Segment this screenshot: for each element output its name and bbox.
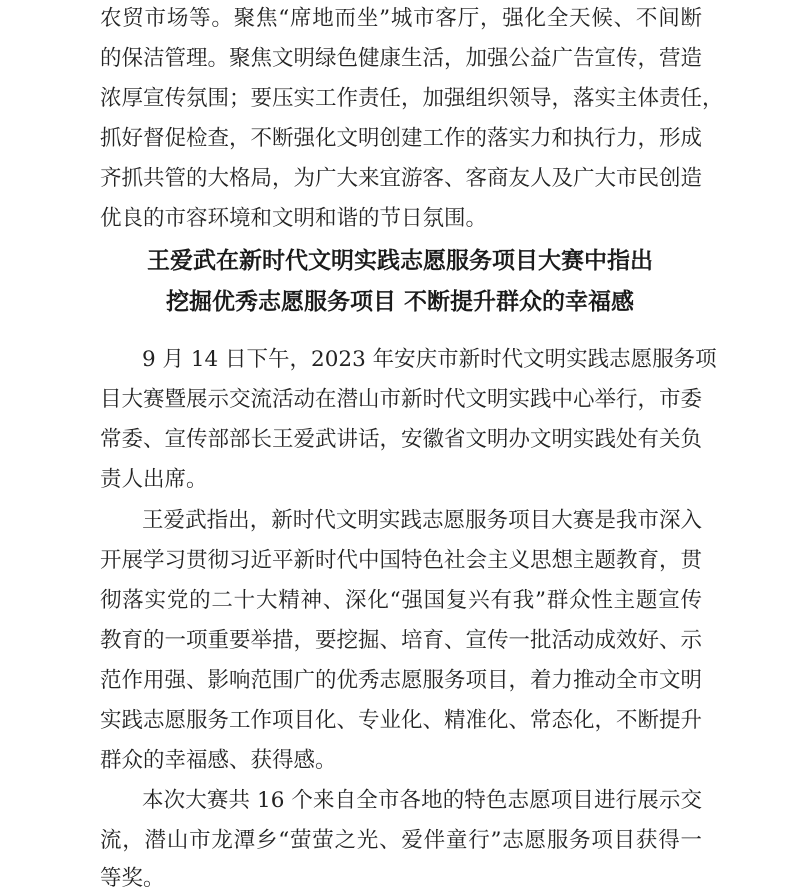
paragraph-1-line-4: 责人出席。	[100, 467, 208, 492]
paragraph-2-line-3: 彻落实党的二十大精神、深化“强国复兴有我”群众性主题宣传	[100, 588, 702, 613]
article-title-line-1: 王爱武在新时代文明实践志愿服务项目大赛中指出	[147, 248, 653, 274]
paragraph-1-line-3: 常委、宣传部部长王爱武讲话，安徽省文明办文明实践处有关负	[100, 427, 703, 452]
paragraph-2-line-7: 群众的幸福感、获得感。	[100, 748, 337, 773]
paragraph-3-line-3: 等奖。	[100, 866, 165, 891]
paragraph-2-line-2: 开展学习贯彻习近平新时代中国特色社会主义思想主题教育，贯	[100, 548, 703, 573]
intro-line-6: 优良的市容环境和文明和谐的节日氛围。	[100, 206, 488, 231]
intro-line-3: 浓厚宣传氛围；要压实工作责任，加强组织领导，落实主体责任，	[100, 86, 724, 111]
paragraph-1-line-1: 9 月 14 日下午，2023 年安庆市新时代文明实践志愿服务项	[142, 347, 717, 372]
intro-line-2: 的保洁管理。聚焦文明绿色健康生活，加强公益广告宣传，营造	[100, 46, 703, 71]
intro-line-5: 齐抓共管的大格局，为广大来宜游客、客商友人及广大市民创造	[100, 166, 703, 191]
paragraph-3-line-1: 本次大赛共 16 个来自全市各地的特色志愿项目进行展示交	[142, 788, 702, 813]
intro-line-1: 农贸市场等。聚焦“席地而坐”城市客厅，强化全天候、不间断	[100, 6, 702, 31]
paragraph-3-line-2: 流，潜山市龙潭乡“萤萤之光、爱伴童行”志愿服务项目获得一	[100, 828, 702, 853]
paragraph-2-line-4: 教育的一项重要举措，要挖掘、培育、宣传一批活动成效好、示	[100, 628, 703, 653]
intro-line-4: 抓好督促检查，不断强化文明创建工作的落实力和执行力，形成	[100, 126, 703, 151]
paragraph-2-line-1: 王爱武指出，新时代文明实践志愿服务项目大赛是我市深入	[142, 508, 702, 533]
paragraph-2-line-5: 范作用强、影响范围广的优秀志愿服务项目，着力推动全市文明	[100, 668, 703, 693]
paragraph-2-line-6: 实践志愿服务工作项目化、专业化、精准化、常态化，不断提升	[100, 708, 703, 733]
article-title-line-2: 挖掘优秀志愿服务项目 不断提升群众的幸福感	[165, 289, 634, 315]
paragraph-1-line-2: 目大赛暨展示交流活动在潜山市新时代文明实践中心举行，市委	[100, 387, 703, 412]
